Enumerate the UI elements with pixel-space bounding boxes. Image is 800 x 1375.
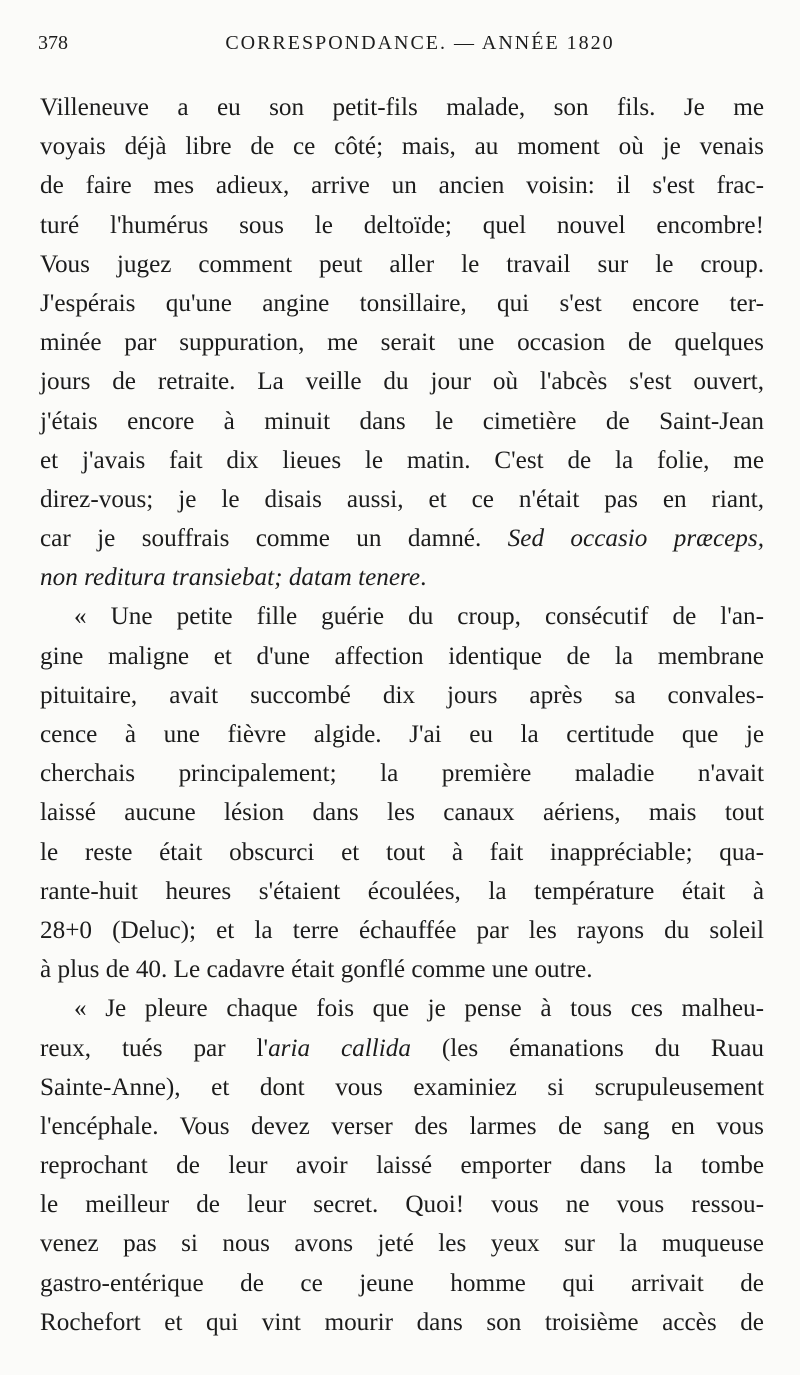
text-line: le meilleur de leur secret. Quoi! vous ne vous ressou-	[40, 1191, 764, 1219]
text-line: Sainte-Anne), et dont vous examiniez si scrupuleusement	[40, 1073, 764, 1101]
text-line: pituitaire, avait succombé dix jours après sa convales-	[40, 681, 764, 709]
running-head: CORRESPONDANCE. — ANNÉE 1820	[225, 32, 615, 54]
paragraph-start-line: « Je pleure chaque fois que je pense à tous ces malheu-	[74, 995, 764, 1023]
page-number: 378	[38, 32, 68, 54]
roman-text: .	[420, 564, 427, 592]
roman-text: (les émanations du Ruau	[410, 1034, 764, 1062]
text-line: turé l'humérus sous le deltoïde; quel nouvel encombre!	[40, 211, 764, 239]
text-line: cherchais principalement; la première maladie n'avait	[40, 760, 764, 788]
text-line	[40, 1029, 764, 1068]
text-line: voyais déjà libre de ce côté; mais, au moment où je venais	[40, 133, 764, 161]
text-line: cence à une fièvre algide. J'ai eu la certitude que je	[40, 721, 764, 748]
text-line: à plus de 40. Le cadavre était gonflé comme une outre.	[40, 956, 593, 984]
text-line	[40, 519, 764, 558]
page-header	[38, 32, 762, 62]
text-line: direz-vous; je le disais aussi, et ce n'était pas en riant,	[40, 485, 764, 513]
text-line	[40, 558, 764, 597]
roman-text: car je souffrais comme un damné.	[40, 525, 508, 553]
text-line: et j'avais fait dix lieues le matin. C'est de la folie, me	[40, 446, 764, 474]
paragraph-start-line: « Une petite fille guérie du croup, consécutif de l'an-	[74, 603, 764, 631]
text-line: de faire mes adieux, arrive un ancien voisin: il s'est frac-	[40, 172, 764, 200]
text-line: Rochefort et qui vint mourir dans son troisième accès de	[40, 1308, 764, 1336]
text-line: gastro-entérique de ce jeune homme qui arrivait de	[40, 1269, 764, 1297]
body-text	[40, 88, 764, 1342]
text-line: laissé aucune lésion dans les canaux aériens, mais tout	[40, 799, 764, 827]
text-line: le reste était obscurci et tout à fait inappréciable; qua-	[40, 838, 764, 866]
text-line: 28+0 (Deluc); et la terre échauffée par les rayons du soleil	[40, 916, 764, 944]
latin-quote-italic: non reditura transiebat; datam tenere	[40, 564, 421, 592]
text-line: gine maligne et d'une affection identique de la membrane	[40, 642, 764, 670]
text-line: j'étais encore à minuit dans le cimetière de Saint-Jean	[40, 407, 764, 435]
text-line: jours de retraite. La veille du jour où l'abcès s'est ouvert,	[40, 368, 764, 396]
latin-term-italic: aria callida	[268, 1034, 411, 1062]
text-line: reprochant de leur avoir laissé emporter dans la tombe	[40, 1152, 764, 1180]
latin-quote-italic: Sed occasio præceps,	[507, 525, 764, 553]
text-line: Vous jugez comment peut aller le travail sur le croup.	[40, 250, 764, 278]
roman-text: reux, tués par l'	[40, 1034, 269, 1062]
text-line: rante-huit heures s'étaient écoulées, la température était à	[40, 877, 764, 905]
text-line: minée par suppuration, me serait une occasion de quelques	[40, 329, 764, 357]
text-line: J'espérais qu'une angine tonsillaire, qui s'est encore ter-	[40, 289, 764, 317]
text-line: venez pas si nous avons jeté les yeux sur la muqueuse	[40, 1230, 764, 1258]
text-line: Villeneuve a eu son petit-fils malade, son fils. Je me	[40, 94, 764, 121]
text-line: l'encéphale. Vous devez verser des larmes de sang en vous	[40, 1112, 764, 1140]
